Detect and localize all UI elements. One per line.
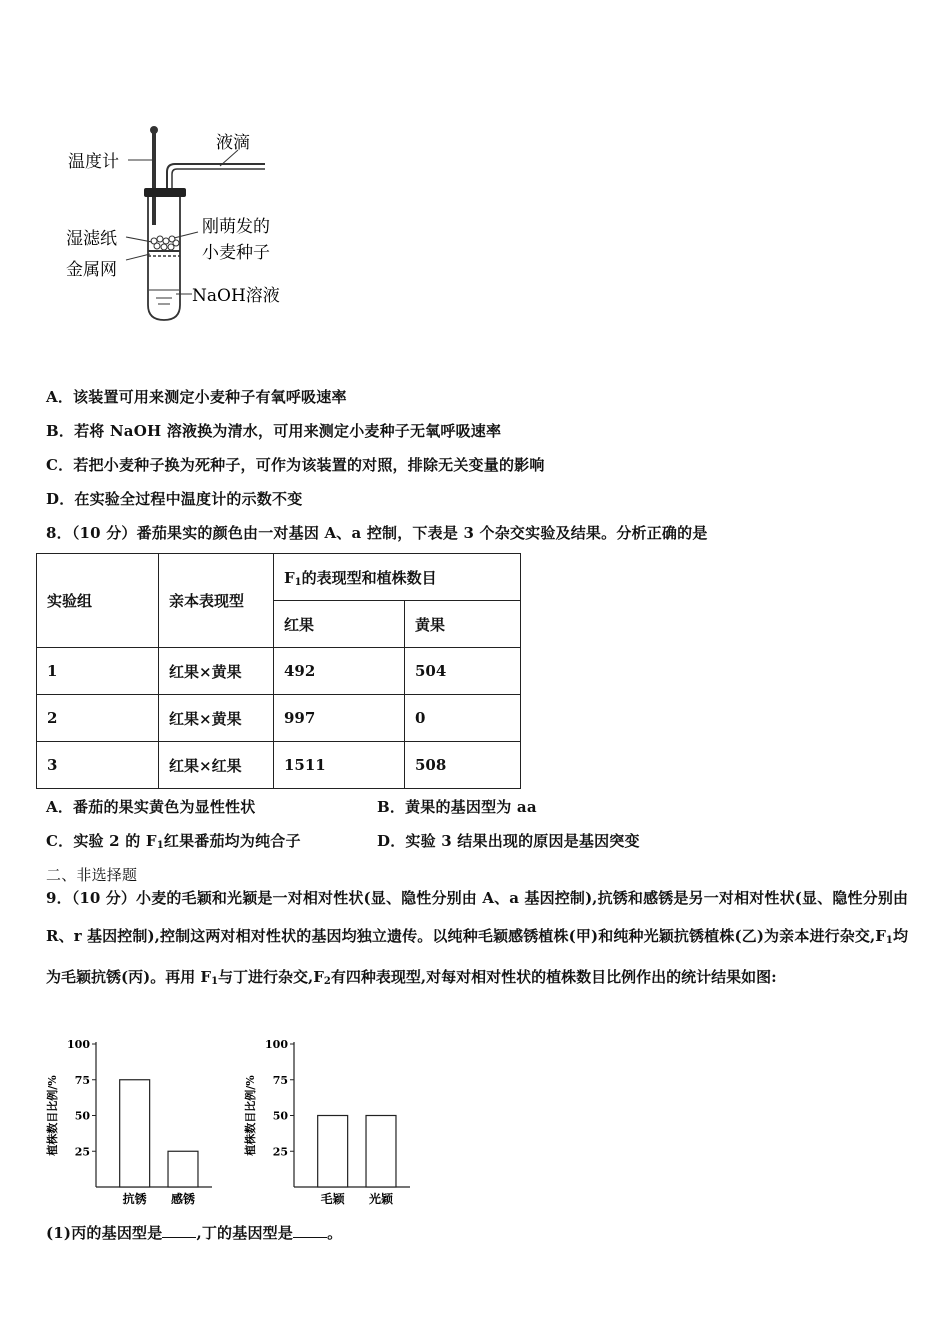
label-metal-mesh: 金属网: [66, 260, 117, 280]
q9-stem: 9．（10 分）小麦的毛颖和光颖是一对相对性状(显、隐性分别由 A、a 基因控制),抗锈和感锈是另一对相对性状(显、隐性分别由 R、r 基因控制),控制这两对相对性状的基因均独立遗传。以纯种毛颖感锈植株(甲)和纯种光颖抗锈植株(乙)为亲本进行杂交$,F_1$均为毛颖抗锈(丙)。再用 $F_1$与丁进行杂交$,F_2$有四种表现型,对每对相对性状的植株数目比例作出的统计结果如图:: [46, 889, 908, 987]
bar-毛颖: [318, 1116, 348, 1188]
q9-subquestion-1: (1)丙的基因型是 ,丁的基因型是 。: [46, 1224, 343, 1242]
label-naoh: NaOH溶液: [192, 286, 280, 306]
x-tick-label: 毛颖: [320, 1192, 345, 1206]
bar-感锈: [168, 1151, 198, 1187]
q7-option-d: D．在实验全过程中温度计的示数不变: [46, 490, 303, 508]
stopper: [144, 188, 186, 197]
q7-option-c: C．若把小麦种子换为死种子，可作为该装置的对照，排除无关变量的影响: [46, 456, 545, 474]
cross-result-table: [36, 553, 521, 789]
q8-option-c: C．实验 2 的 $F_1$红果番茄均为纯合子: [46, 832, 301, 851]
y-tick-label: 75: [272, 1073, 288, 1087]
q8-option-b: B．黄果的基因型为 aa: [377, 798, 537, 816]
q8-stem: 8．（10 分）番茄果实的颜色由一对基因 A、a 控制，下表是 3 个杂交实验及结果。分析正确的是: [46, 524, 708, 542]
header-f1: $F_1$的表现型和植株数目: [274, 554, 521, 601]
header-group: 实验组: [37, 554, 159, 648]
y-tick-label: 50: [74, 1109, 90, 1123]
answer-blank[interactable]: [162, 1223, 196, 1238]
bar-光颖: [366, 1116, 396, 1188]
label-thermometer: 温度计: [68, 152, 119, 172]
q8-option-a: A．番茄的果实黄色为显性性状: [46, 798, 256, 816]
header-parent: 亲本表现型: [159, 554, 274, 648]
y-tick-label: 50: [272, 1109, 288, 1123]
table-row: 2 红果×黄果 997 0: [37, 695, 521, 742]
bar-抗锈: [120, 1080, 150, 1187]
label-droplet: 液滴: [216, 133, 250, 153]
table-row: 3 红果×红果 1511 508: [37, 742, 521, 789]
label-seeds-1: 刚萌发的: [202, 217, 270, 237]
x-tick-label: 感锈: [170, 1192, 196, 1206]
header-red: 红果: [274, 601, 405, 648]
y-tick-label: 25: [74, 1145, 90, 1159]
glass-tube: [167, 164, 265, 190]
chart-rust-resistance: [44, 1032, 224, 1210]
y-tick-label: 100: [67, 1038, 90, 1051]
q7-option-b: B．若将 NaOH 溶液换为清水，可用来测定小麦种子无氧呼吸速率: [46, 422, 502, 440]
label-seeds-2: 小麦种子: [202, 243, 270, 263]
label-wet-paper: 湿滤纸: [66, 229, 117, 249]
y-tick-label: 25: [272, 1145, 288, 1159]
q7-option-a: A．该装置可用来测定小麦种子有氧呼吸速率: [46, 388, 347, 406]
q8-option-d: D．实验 3 结果出现的原因是基因突变: [377, 832, 640, 850]
y-axis-label: 植株数目比例/%: [244, 1075, 257, 1156]
section-title: 二、非选择题: [46, 866, 138, 884]
y-tick-label: 100: [265, 1038, 288, 1051]
respiration-apparatus-figure: [60, 120, 300, 335]
y-tick-label: 75: [74, 1073, 90, 1087]
thermometer: [152, 130, 156, 225]
y-axis-label: 植株数目比例/%: [46, 1075, 59, 1156]
x-tick-label: 光颖: [368, 1192, 394, 1206]
x-tick-label: 抗锈: [122, 1192, 147, 1206]
chart-glume-type: [242, 1032, 422, 1210]
header-yellow: 黄果: [405, 601, 521, 648]
answer-blank[interactable]: [293, 1223, 327, 1238]
table-row: 1 红果×黄果 492 504: [37, 648, 521, 695]
